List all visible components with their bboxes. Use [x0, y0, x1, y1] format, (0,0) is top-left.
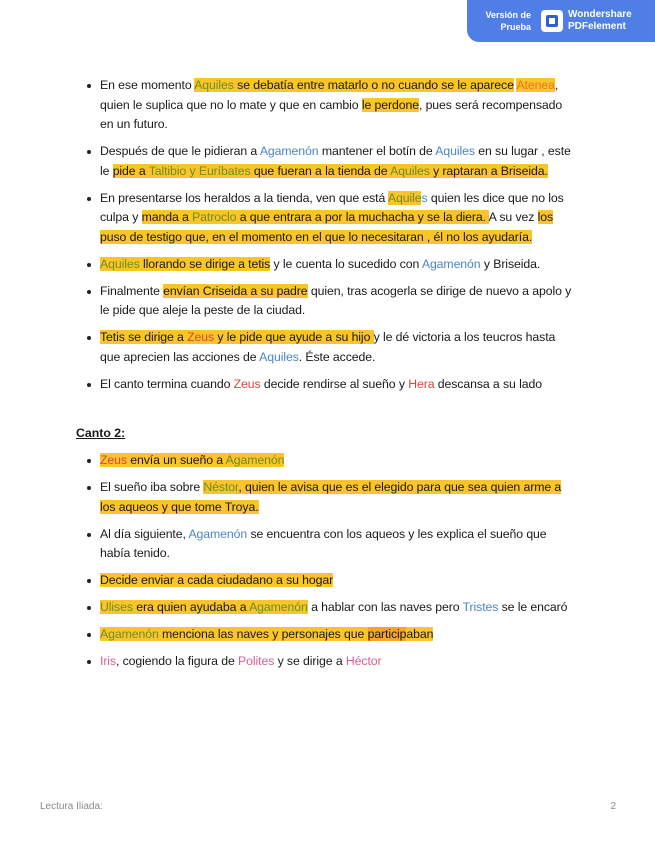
text-segment: era quien ayudaba a [132, 600, 250, 614]
text-segment: Taltibio y Euríbates [148, 163, 251, 178]
text-segment: los puso de testigo que, en el momento en el que lo necesitaran , él no los ayudaría. [100, 210, 554, 244]
text-segment: y le pide que ayude a su hijo [214, 330, 374, 344]
text-segment: y le dé victoria a los teucros hasta que aprecien las acciones de [100, 330, 556, 364]
text-segment: Agamenón [225, 453, 285, 467]
text-segment: envía un sueño a [126, 453, 226, 467]
trial-label-line1: Versión de [485, 10, 531, 20]
text-segment: En ese momento [100, 78, 195, 92]
list-item [86, 625, 576, 645]
text-segment: Agamenón [188, 526, 248, 541]
text-segment: llorando se dirige a tetis [139, 256, 271, 271]
text-segment: Agamenón [259, 144, 319, 158]
section-heading-canto-2: Canto 2: [76, 426, 126, 440]
text-segment: Iris [100, 654, 116, 668]
text-segment: Hera [408, 376, 435, 391]
text-segment: s [421, 190, 428, 205]
text-segment: Agamenón [421, 256, 481, 271]
text-segment: Néstor [203, 480, 239, 494]
text-segment: Decide enviar a cada ciudadano a su hogar [100, 573, 334, 587]
text-segment: en su lugar , este le [100, 144, 571, 178]
text-segment: quien, tras acogerla se dirige de nuevo a apolo y le pide que aleje la peste de la ciudad. [100, 283, 572, 317]
text-segment: Tetis se dirige a [100, 330, 188, 344]
list-item [86, 189, 576, 248]
text-segment: Polites [238, 654, 275, 668]
text-segment: , quien le avisa que es el elegido para que sea quien arme a los aqueos y que tome Troya. [100, 480, 562, 514]
text-segment: se encuentra con los aqueos y les explica el sueño que había tenido. [100, 526, 547, 560]
canto-2-bullet-list [86, 451, 576, 672]
text-segment: En presentarse los heraldos a la tienda, ven que está [100, 190, 388, 205]
text-segment: se debatía entre matarlo o no cuando se le aparece [233, 78, 514, 92]
footer-document-title: Lectura Iliada: [40, 801, 103, 812]
list-item [86, 571, 576, 591]
text-segment: Tristes [462, 600, 499, 614]
trial-watermark-badge [467, 0, 655, 42]
text-segment: Agamenón [249, 600, 308, 614]
text-segment: y se dirige a [274, 654, 346, 668]
list-item [86, 328, 576, 367]
brand-name [568, 9, 632, 33]
list-item [86, 255, 576, 275]
trial-label-line2: Prueba [500, 22, 531, 32]
text-segment: que fueran a la tienda de [250, 163, 391, 178]
text-segment: Agamenón [100, 627, 159, 641]
text-segment: a hablar con las naves pero [307, 600, 463, 614]
canto-1-bullet-list [86, 76, 576, 394]
text-segment: y le cuenta lo sucedido con [270, 256, 422, 271]
list-item [86, 142, 576, 181]
document-body [76, 76, 576, 679]
text-segment: Después de que le pidieran a [100, 144, 260, 158]
text-segment: Ulises [100, 600, 133, 614]
text-segment: A su vez [488, 210, 538, 224]
text-segment: menciona las naves y personajes que [158, 627, 368, 641]
text-segment: Atenea [516, 78, 555, 92]
pdfelement-logo-icon [541, 10, 563, 32]
list-item [86, 282, 576, 321]
text-segment: y Briseida. [480, 256, 541, 271]
text-segment: , cogiendo la figura de [116, 654, 239, 668]
text-segment: Aquiles [390, 163, 430, 178]
text-segment: , pues será recompensado en un futuro. [100, 97, 563, 131]
text-segment: Héctor [345, 654, 382, 668]
text-segment: mantener el botín de [318, 144, 436, 158]
text-segment: Patroclo [192, 210, 237, 224]
text-segment: Aquiles [100, 256, 140, 271]
list-item [86, 76, 576, 135]
text-segment: decide rendirse al sueño y [260, 376, 409, 391]
text-segment: descansa a su lado [434, 376, 542, 391]
text-segment: le perdone [361, 97, 419, 112]
text-segment: quien les dice que no los culpa y [100, 190, 564, 224]
text-segment: se le encaró [498, 600, 568, 614]
text-segment: Zeus [233, 376, 261, 391]
list-item [86, 451, 576, 471]
text-segment: El canto termina cuando [100, 376, 234, 391]
footer-page-number: 2 [610, 801, 616, 812]
text-segment: envían Criseida a su padre [163, 283, 308, 298]
brand-line2: PDFelement [568, 21, 626, 32]
text-segment: Zeus [187, 330, 215, 344]
text-segment: , quien le suplica que no lo mate y que en cambio [100, 78, 559, 112]
text-segment: . Éste accede. [298, 349, 376, 364]
text-segment: particip [367, 627, 407, 641]
text-segment: y raptaran a Briseida. [429, 163, 548, 178]
list-item [86, 478, 576, 517]
text-segment: El sueño iba sobre [100, 480, 204, 494]
brand-line1: Wondershare [568, 9, 632, 20]
text-segment: Al día siguiente, [100, 526, 189, 541]
trial-label [471, 9, 531, 33]
list-item [86, 598, 576, 618]
text-segment: Aquiles [194, 78, 234, 92]
text-segment: Aquile [387, 190, 422, 205]
list-item [86, 652, 576, 672]
text-segment: Aquiles [435, 144, 475, 158]
list-item [86, 525, 576, 564]
text-segment: Aquiles [259, 349, 299, 364]
text-segment: manda a [141, 210, 193, 224]
text-segment: pide a [112, 163, 149, 178]
text-segment: Zeus [100, 453, 127, 467]
list-item [86, 375, 576, 395]
text-segment: aban [406, 627, 434, 641]
text-segment: a que entrara a por la muchacha y se la diera. [236, 210, 489, 224]
text-segment: Finalmente [100, 283, 164, 298]
